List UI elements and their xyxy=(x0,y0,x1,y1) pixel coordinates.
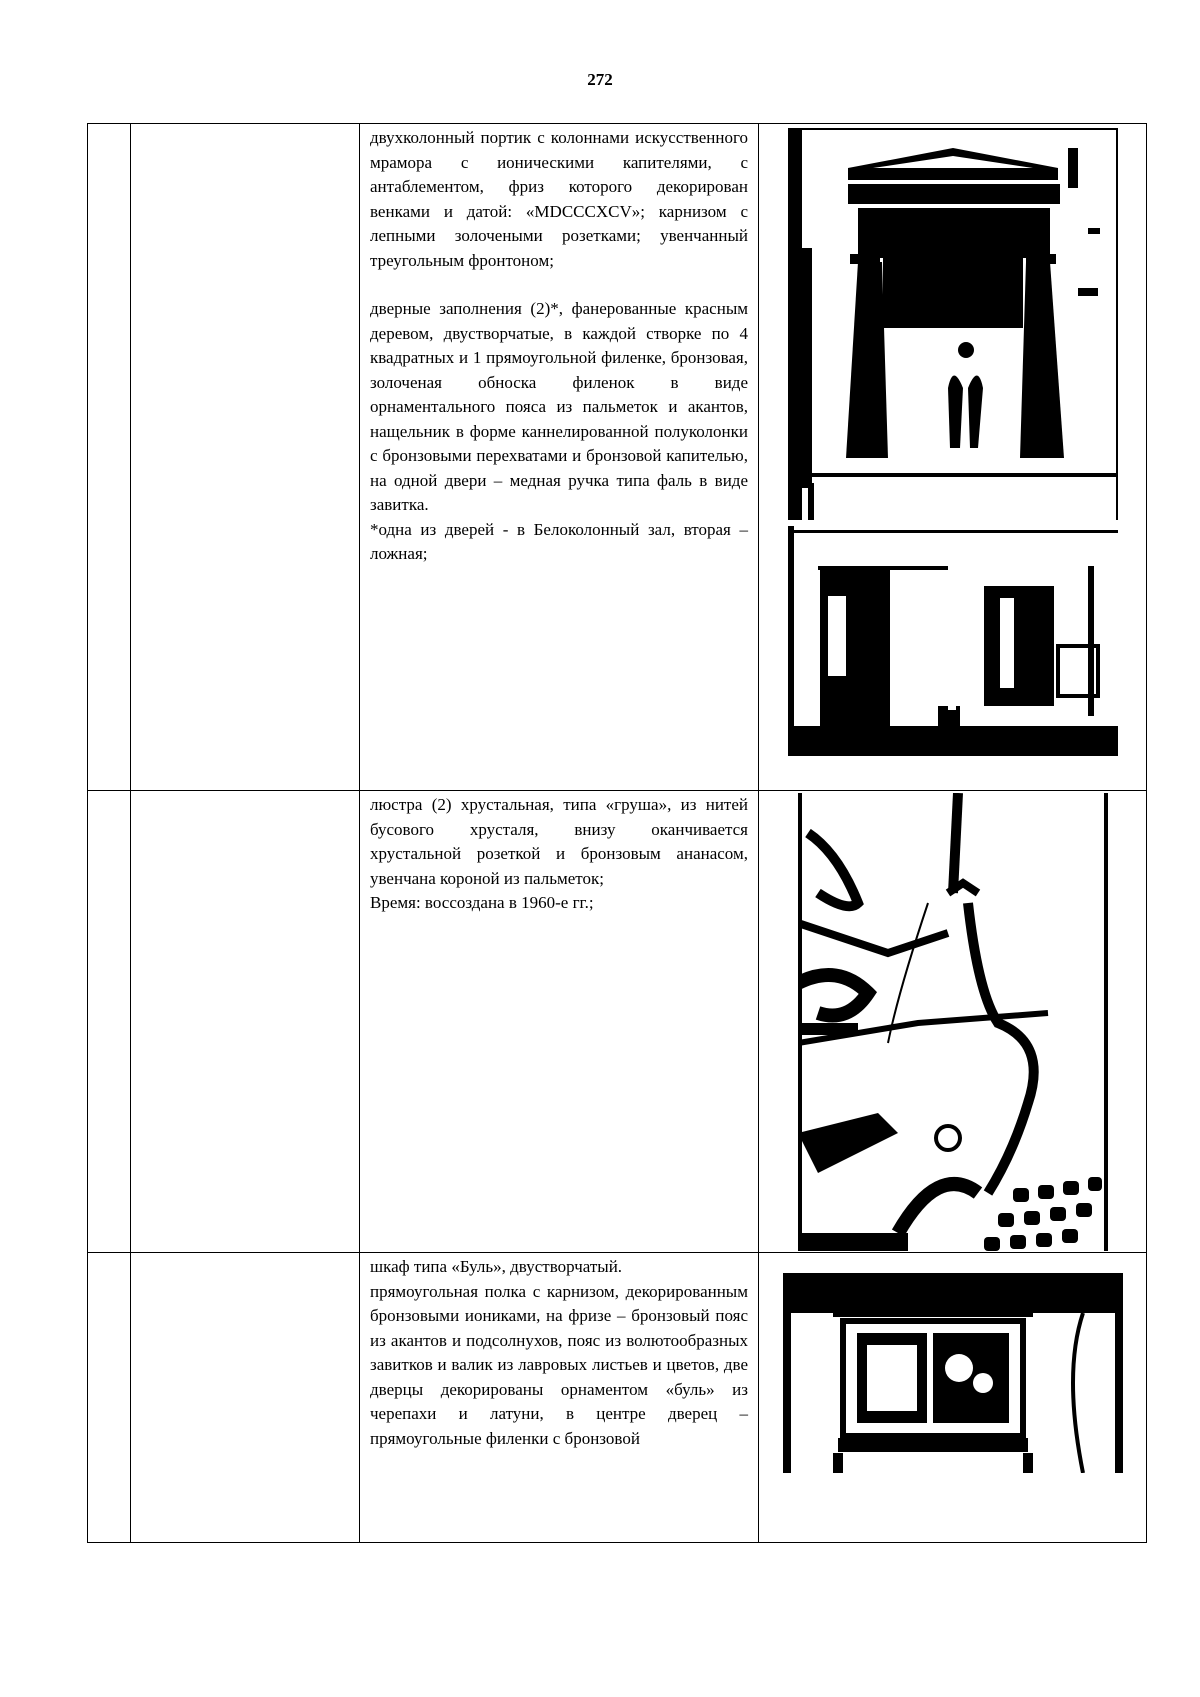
inventory-table xyxy=(87,123,1147,1543)
cabinet-photo xyxy=(783,1273,1123,1473)
table-row xyxy=(88,1253,1147,1543)
doors-photo xyxy=(788,526,1118,756)
photo-cell xyxy=(759,1253,1147,1543)
page-number: 272 xyxy=(587,70,613,89)
date-text: Время: воссоздана в 1960-е гг.; xyxy=(370,893,594,912)
photo-cell xyxy=(759,124,1147,791)
table-row xyxy=(88,791,1147,1253)
description-text: двухколонный портик с колоннами искусственного мрамора с ионическими капителями, с антаблементом, фриз которого декорирован венками и датой: «MDCCCXCV»; карнизом с лепными золочеными розетками; увенчанный треугольным фронтоном; xyxy=(370,128,748,270)
name-cell xyxy=(131,1253,360,1543)
number-cell xyxy=(88,1253,131,1543)
portico-photo xyxy=(788,128,1118,520)
description-text: дверные заполнения (2)*, фанерованные красным деревом, двустворчатые, в каждой створке по 4 квадратных и 1 прямоугольной филенке, бронзовая, золоченая обноска филенок в виде орнаментального пояса из пальметок и акантов, нащельник в форме каннелированной полуколонки с бронзовыми перехватами и бронзовой капителью, на одной двери – медная ручка типа фаль в виде завитка. xyxy=(370,299,748,514)
description-cell xyxy=(360,1253,759,1543)
number-cell xyxy=(88,124,131,791)
description-heading: шкаф типа «Буль», двустворчатый. xyxy=(370,1257,623,1276)
photo-cell xyxy=(759,791,1147,1253)
description-cell xyxy=(360,791,759,1253)
description-text: люстра (2) хрустальная, типа «груша», из нитей бусового хрусталя, внизу оканчивается хрустальной розеткой и бронзовым ананасом, увенчана короной из пальметок; xyxy=(370,795,748,888)
number-cell xyxy=(88,791,131,1253)
name-cell xyxy=(131,791,360,1253)
table-row xyxy=(88,124,1147,791)
footnote-text: *одна из дверей - в Белоколонный зал, вторая – ложная; xyxy=(370,519,748,563)
name-cell xyxy=(131,124,360,791)
chandelier-photo xyxy=(798,793,1108,1251)
description-text: прямоугольная полка с карнизом, декорированным бронзовыми иониками, на фризе – бронзовый пояс из акантов и подсолнухов, пояс из волютообразных завитков и валик из лавровых листьев и цветов, две дверцы декорированы орнаментом «буль» из черепахи и латуни, в центре дверец – прямоугольные филенки с бронзовой xyxy=(370,1281,748,1448)
description-cell xyxy=(360,124,759,791)
